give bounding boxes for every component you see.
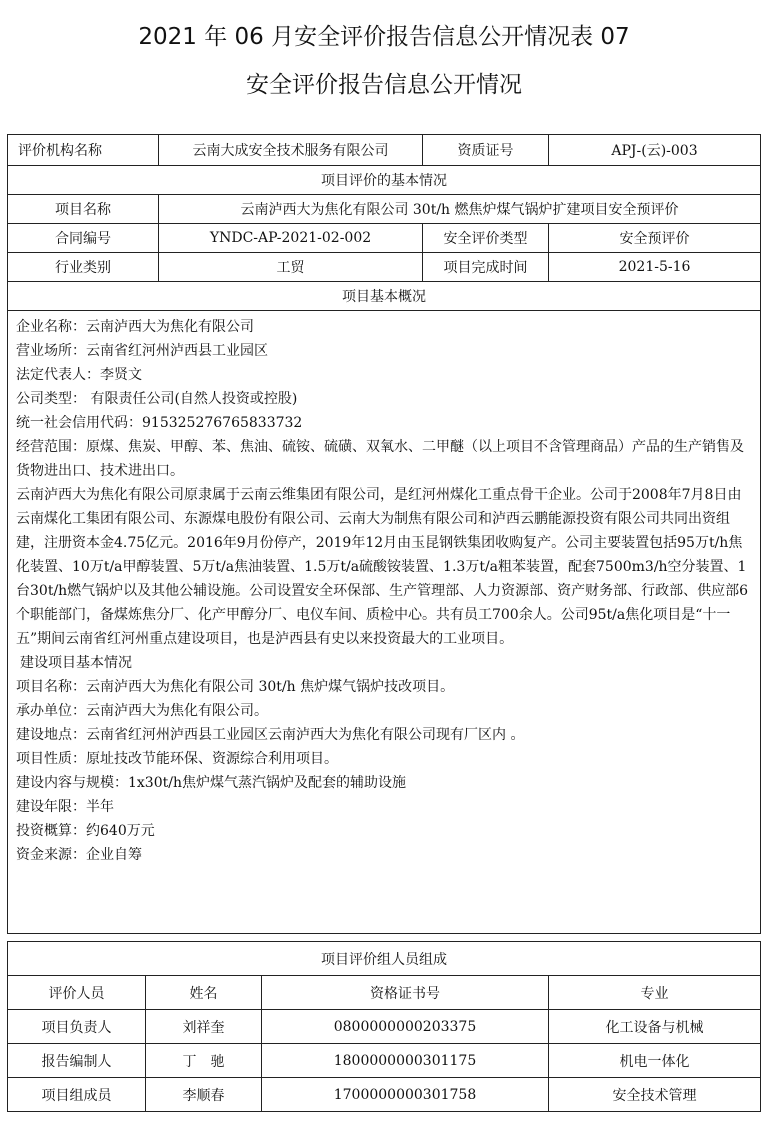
overview-row	[8, 311, 761, 934]
overview-line: 营业场所：云南省红河州泸西县工业园区	[16, 343, 268, 359]
org-label: 评价机构名称	[8, 135, 159, 166]
industry-row	[8, 253, 761, 282]
overview-line: 建设年限：半年	[16, 799, 114, 815]
org-row	[8, 135, 761, 166]
industry-value: 工贸	[159, 253, 423, 282]
report-title: 2021 年 06 月安全评价报告信息公开情况表 07	[138, 24, 630, 50]
team-major: 安全技术管理	[549, 1078, 761, 1112]
cert-value: APJ-(云)-003	[549, 135, 761, 166]
overview-line: 项目性质：原址技改节能环保、资源综合利用项目。	[16, 751, 338, 767]
overview-text	[8, 311, 761, 934]
overview-line: 资金来源：企业自筹	[16, 847, 142, 863]
team-major: 化工设备与机械	[549, 1010, 761, 1044]
overview-line: 法定代表人：李贤文	[16, 367, 142, 383]
team-name: 刘祥奎	[146, 1010, 262, 1044]
team-role: 项目负责人	[8, 1010, 146, 1044]
team-header-row	[8, 976, 761, 1010]
overview-line: 经营范围：原煤、焦炭、甲醇、苯、焦油、硫铵、硫磺、双氧水、二甲醚（以上项目不含管理商品）产品的生产销售及货物进出口、技术进出口。	[16, 439, 744, 479]
team-row	[8, 1010, 761, 1044]
basic-section-row	[8, 166, 761, 195]
team-row	[8, 1078, 761, 1112]
overview-line: 企业名称：云南泸西大为焦化有限公司	[16, 319, 254, 335]
overview-title: 项目基本概况	[8, 282, 761, 311]
project-name-row	[8, 195, 761, 224]
eval-type-value: 安全预评价	[549, 224, 761, 253]
team-major: 机电一体化	[549, 1044, 761, 1078]
overview-line: 云南泸西大为焦化有限公司原隶属于云南云维集团有限公司，是红河州煤化工重点骨干企业。公司于2008年7月8日由云南煤化工集团有限公司、东源煤电股份有限公司、云南大为制焦有限公司和泸西云鹏能源投资有限公司共同出资组建，注册资本金4.75亿元。2016年9月份停产，2019年12月由玉昆钢铁集团收购复产。公司主要装置包括95万t/h焦化装置、10万t/a甲醇装置、5万t/a焦油装置、1.5万t/a硫酸铵装置、1.3万t/a粗苯装置，配套7500m3/h空分装置、1台30t/h燃气锅炉以及其他公辅设施。公司设置安全环保部、生产管理部、人力资源部、资产财务部、行政部、供应部6个职能部门，备煤炼焦分厂、化产甲醇分厂、电仪车间、质检中心。共有员工700余人。公司95t/a焦化项目是“十一五”期间云南省红河州重点建设项目，也是泸西县有史以来投资最大的工业项目。	[16, 487, 749, 647]
basic-section-title: 项目评价的基本情况	[8, 166, 761, 195]
project-name-value: 云南泸西大为焦化有限公司 30t/h 燃焦炉煤气锅炉扩建项目安全预评价	[159, 195, 761, 224]
complete-value: 2021-5-16	[549, 253, 761, 282]
team-header-name: 姓名	[146, 976, 262, 1010]
team-header-cert: 资格证书号	[262, 976, 549, 1010]
team-title-row	[8, 942, 761, 976]
team-title: 项目评价组人员组成	[8, 942, 761, 976]
overview-title-row	[8, 282, 761, 311]
project-name-label: 项目名称	[8, 195, 159, 224]
team-role: 项目组成员	[8, 1078, 146, 1112]
overview-line: 统一社会信用代码：915325276765833732	[16, 415, 303, 431]
team-role: 报告编制人	[8, 1044, 146, 1078]
overview-line: 投资概算：约640万元	[16, 823, 155, 839]
team-table	[7, 941, 761, 1112]
team-cert: 1700000000301758	[262, 1078, 549, 1112]
team-row	[8, 1044, 761, 1078]
overview-line: 项目名称：云南泸西大为焦化有限公司 30t/h 焦炉煤气锅炉技改项目。	[16, 679, 455, 695]
report-subtitle: 安全评价报告信息公开情况	[246, 72, 522, 98]
overview-line: 建设内容与规模：1x30t/h焦炉煤气蒸汽锅炉及配套的辅助设施	[16, 775, 406, 791]
team-header-major: 专业	[549, 976, 761, 1010]
complete-label: 项目完成时间	[423, 253, 549, 282]
overview-line: 承办单位：云南泸西大为焦化有限公司。	[16, 703, 268, 719]
team-header-role: 评价人员	[8, 976, 146, 1010]
overview-line: 建设项目基本情况	[20, 655, 132, 671]
evaluation-info-table	[7, 134, 761, 934]
industry-label: 行业类别	[8, 253, 159, 282]
team-name: 丁 驰	[146, 1044, 262, 1078]
contract-label: 合同编号	[8, 224, 159, 253]
team-cert: 0800000000203375	[262, 1010, 549, 1044]
contract-row	[8, 224, 761, 253]
overview-line: 建设地点：云南省红河州泸西县工业园区云南泸西大为焦化有限公司现有厂区内 。	[16, 727, 525, 743]
contract-value: YNDC-AP-2021-02-002	[159, 224, 423, 253]
team-cert: 1800000000301175	[262, 1044, 549, 1078]
team-name: 李顺春	[146, 1078, 262, 1112]
cert-label: 资质证号	[423, 135, 549, 166]
org-value: 云南大成安全技术服务有限公司	[159, 135, 423, 166]
eval-type-label: 安全评价类型	[423, 224, 549, 253]
overview-line: 公司类型： 有限责任公司(自然人投资或控股)	[16, 391, 298, 407]
